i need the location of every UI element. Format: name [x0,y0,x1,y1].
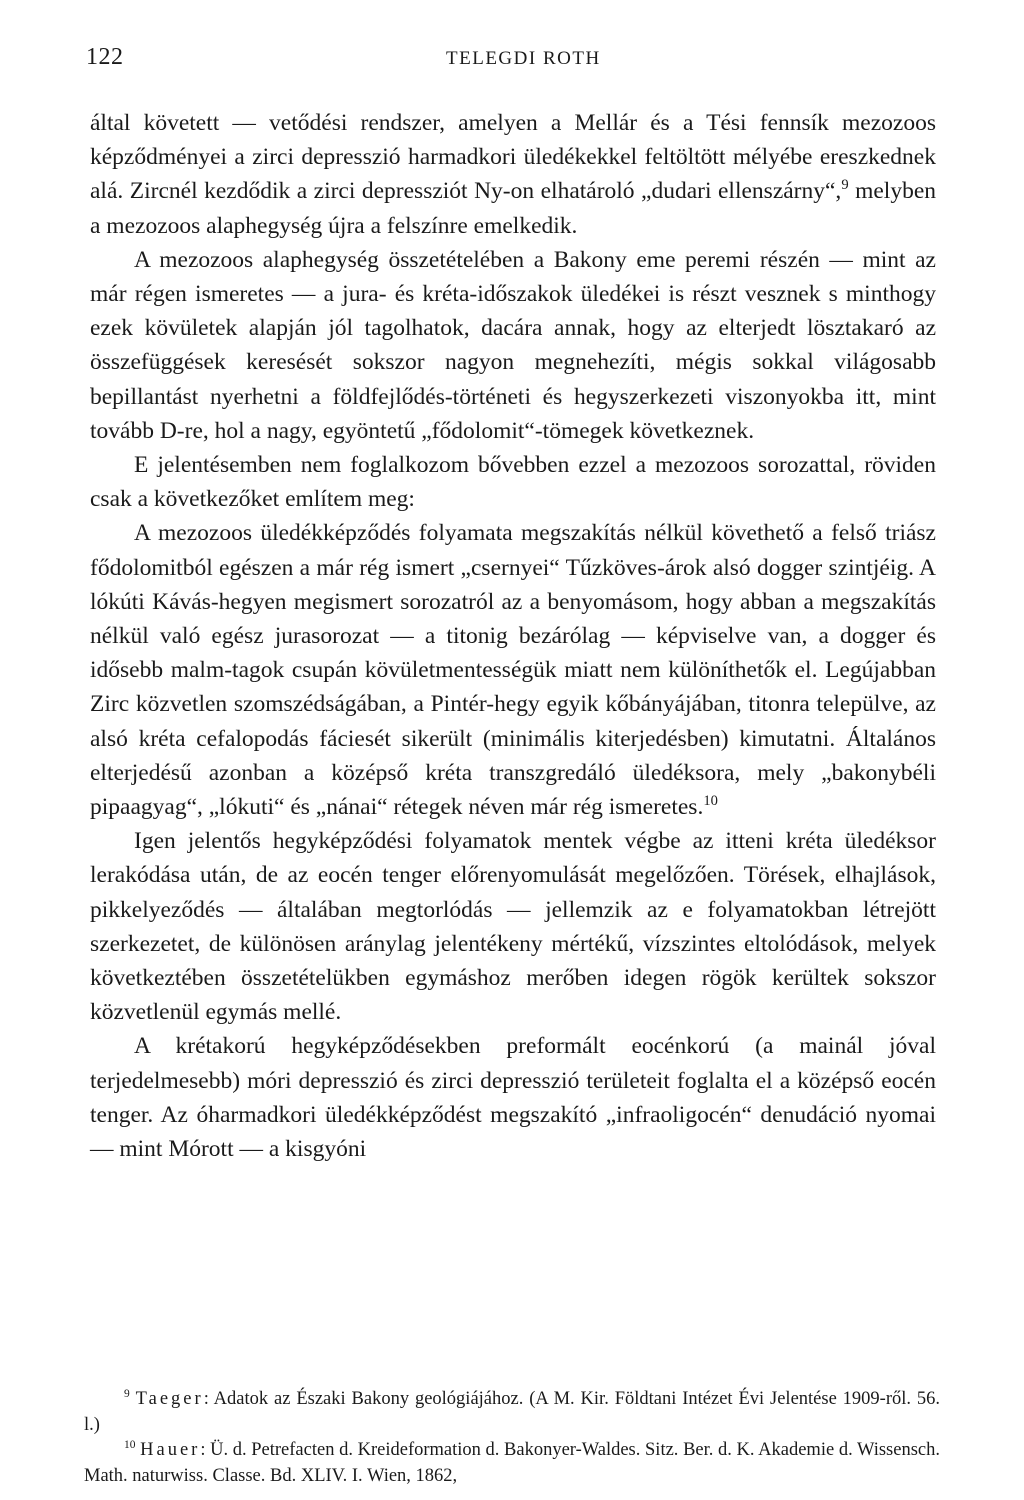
footnotes [84,1387,940,1489]
page-header [86,44,940,74]
text-run: Igen jelentős hegyképződési folyamatok mentek végbe az itteni kréta üledéksor lerakódása után, de az eocén tenger előrenyomulását megelőzően. Törések, elhajlások, pikkelyeződés — általában megtorlódás — jellemzik az e folyamatokban létrejött szerkezetet, de különösen aránylag jelentékeny mértékű, vízszintes eltolódások, melyek következtében összetételükben egymáshoz merőben idegen rögök kerültek sokszor közvetlenül egymás mellé. [90,828,936,1026]
footnote [84,1387,940,1438]
paragraph [90,1029,936,1166]
paragraph [90,824,936,1029]
footnote-reference: 9 [841,177,849,194]
footnote-reference: 9 [124,1387,130,1400]
paragraph [90,516,936,824]
body-text [90,106,936,1166]
paragraph [90,448,936,516]
text-run: A mezozoos üledékképződés folyamata megszakítás nélkül követhető a felső triász fődolomitból egészen a már rég ismert „csernyei“ Tűzköves-árok alsó dogger szintjéig. A lókúti Kávás-hegyen megismert sorozatról az a benyomásom, hogy abban a megszakítás nélkül való egész jurasorozat — a titonig bezárólag — képviselve van, a dogger és idősebb malm-tagok csupán kövületmentességük miatt nem különíthetők el. Legújabban Zirc közvetlen szomszédságában, a Pintér-hegy egyik kőbányájában, titonra települve, az alsó kréta cefalopodás fáciesét sikerült (minimális kiterjedésben) kimutatni. Általános elterjedésű azonban a középső kréta transzgredáló üledéksora, mely „bakonybéli pipaagyag“, „lókuti“ és „nánai“ rétegek néven már rég ismeretes. [90,520,936,821]
text-run: által követett — vetődési rendszer, amelyen a Mellár és a Tési fennsík mezozoos képződményei a zirci depresszió harmadkori üledékekkel feltöltött mélyébe ereszkednek alá. Zircnél kezdődik a zirci depressziót Ny-on elhatároló „dudari ellenszárny“, [90,110,936,205]
author-name: Hauer [140,1440,201,1460]
page-number: 122 [86,44,124,70]
footnote-reference: 10 [703,793,718,810]
paragraph [90,243,936,448]
footnote-reference: 10 [124,1438,136,1451]
paragraph [90,106,936,243]
text-run: : Adatok az Északi Bakony geológiájához. (A M. Kir. Földtani Intézet Évi Jelentése 1909-ről. 56. l.) [84,1389,941,1435]
footnote [84,1438,940,1489]
text-run: : Ü. d. Petrefacten d. Kreideformation d. Bakonyer-Waldes. Sitz. Ber. d. K. Akademie d. Wissensch. Math. naturwiss. Classe. Bd. XLIV. I. Wien, 1862, [84,1440,941,1486]
author-name: Taeger [135,1389,204,1409]
text-run: E jelentésemben nem foglalkozom bővebben ezzel a mezozoos sorozattal, röviden csak a következőket említem meg: [90,452,936,513]
text-run: A mezozoos alaphegység összetételében a Bakony eme peremi részén — mint az már régen ismeretes — a jura- és kréta-időszakok üledékei is részt vesznek s minthogy ezek kövületek alapján jól tagolhatok, dacára annak, hogy az elterjedt lösztakaró az összefüggések keresését sokszor nagyon megnehezíti, mégis sokkal világosabb bepillantást nyerhetni a földfejlődés-történeti és hegyszerkezeti viszonyokba itt, mint tovább D-re, hol a nagy, egyöntetű „fődolomit“-tömegek következnek. [90,246,936,444]
text-run: melyben a mezozoos alaphegység újra a felszínre emelkedik. [90,178,937,239]
text-run: A krétakorú hegyképződésekben preformált eocénkorú (a mainál jóval terjedelmesebb) móri depresszió és zirci depresszió területeit foglalta el a középső eocén tenger. Az óharmadkori üledékképződést megszakító „infraoligocén“ denudáció nyomai — mint Mórott — a kisgyóni [90,1033,936,1163]
running-head: TELEGDI ROTH [446,48,601,69]
